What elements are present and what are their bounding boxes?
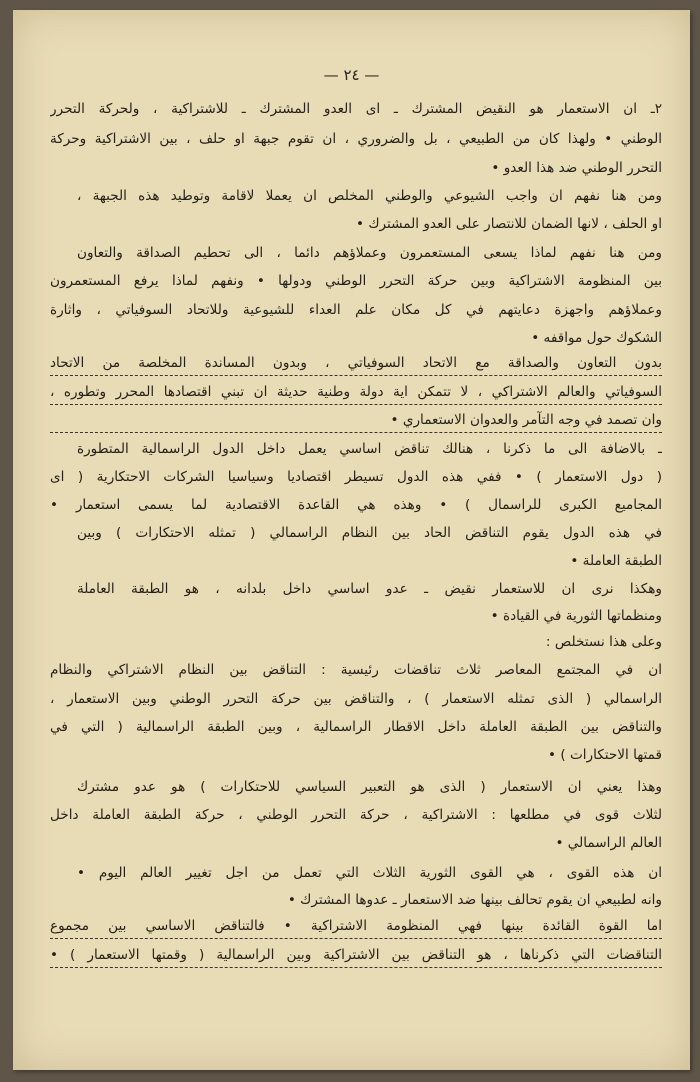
text-line-4: ومن هنا نفهم ان واجب الشيوعي والوطني المخلص ان يعملا لاقامة وتوطيد هذه الجبهة ، [77, 188, 662, 204]
text-line-23: والتناقض بين الطبقة العاملة داخل الاقطار الراسمالية ، وبين الطبقة الراسمالية ( التي في [50, 719, 662, 735]
text-line-28: ان هذه القوى ، هي القوى الثورية الثلاث التي تعمل من اجل تغيير العالم اليوم • [77, 865, 662, 881]
text-line-3: التحرر الوطني ضد هذا العدو • [491, 160, 662, 176]
text-line-21: ان في المجتمع المعاصر ثلاث تناقضات رئيسية : التناقض بين النظام الاشتراكي والنظام [50, 662, 662, 678]
text-line-30: اما القوة القائدة بينها فهي المنظومة الاشتراكية • فالتناقض الاساسي بين مجموع [50, 913, 662, 939]
text-line-12: وان تصمد في وجه التآمر والعدوان الاستعماري • [50, 407, 662, 433]
text-line-7: بين المنظومة الاشتراكية وبين حركة التحرر الوطني ودولها • ونفهم لماذا يرفع المستعمرون [50, 273, 662, 289]
text-line-6: ومن هنا نفهم لماذا يسعى المستعمرون وعملاؤهم دائما ، الى تحطيم الصداقة والتعاون [77, 245, 662, 261]
text-line-17: الطبقة العاملة • [570, 553, 662, 569]
text-line-29: وانه لطبيعي ان يقوم تحالف بينها ضد الاستعمار ـ عدوها المشترك • [287, 892, 662, 908]
text-line-14: ( دول الاستعمار ) • ففي هذه الدول تسيطر اقتصاديا وسياسيا الشركات الاحتكارية ( اى [50, 469, 662, 485]
text-line-9: الشكوك حول مواقفه • [531, 330, 662, 346]
text-line-8: وعملاؤهم واجهزة دعايتهم في كل مكان علم العداء للشيوعية وللاتحاد السوفياتي ، واثارة [50, 302, 662, 318]
body-text [13, 10, 690, 1070]
text-line-20: وعلى هذا نستخلص : [545, 634, 662, 650]
text-line-15: المجاميع الكبرى للراسمال ) • وهذه هي القاعدة الاقتصادية لما يسمى استعمار • [50, 497, 662, 513]
text-line-18: وهكذا نرى ان للاستعمار نقيض ـ عدو اساسي داخل بلدانه ، هو الطبقة العاملة [77, 581, 662, 597]
text-line-16: في هذه الدول يقوم التناقض الحاد بين النظام الراسمالي ( تمثله الاحتكارات ) وبين [77, 525, 662, 541]
text-line-24: قمتها الاحتكارات ) • [548, 747, 662, 763]
text-line-2: الوطني • ولهذا كان من الطبيعي ، بل والضروري ، ان تقوم جبهة او حلف ، بين الاشتراكية وحركة [50, 131, 662, 147]
text-line-22: الراسمالي ( الذى تمثله الاستعمار ) ، والتناقض بين حركة التحرر الوطني وبين الاستعمار ، [50, 691, 662, 707]
text-line-26: لثلاث قوى في مطلعها : الاشتراكية ، حركة التحرر الوطني ، حركة الطبقة العاملة داخل [50, 807, 662, 823]
text-line-27: العالم الراسمالي • [555, 835, 662, 851]
text-line-11: السوفياتي والعالم الاشتراكي ، لا تتمكن اية دولة وطنية حديثة ان تبني اقتصادها المحرر وتطوره ، [50, 379, 662, 405]
text-line-5: او الحلف ، لانها الضمان للانتصار على العدو المشترك • [356, 216, 662, 232]
page-number: — ٢٤ — [323, 66, 380, 84]
text-line-1: ٢ـ ان الاستعمار هو النقيض المشترك ـ اى العدو المشترك ـ للاشتراكية ، ولحركة التحرر [50, 101, 662, 117]
text-line-31: التناقضات التي ذكرناها ، هو التناقض بين الاشتراكية وبين الراسمالية ( وقمتها الاستعمار ) • [50, 942, 662, 968]
text-line-19: ومنظماتها الثورية في القيادة • [490, 608, 662, 624]
text-line-10: بدون التعاون والصداقة مع الاتحاد السوفياتي ، وبدون المساندة المخلصة من الاتحاد [50, 350, 662, 376]
document-page [13, 10, 690, 1070]
text-line-25: وهذا يعني ان الاستعمار ( الذى هو التعبير السياسي للاحتكارات ) هو عدو مشترك [77, 779, 662, 795]
text-line-13: ـ بالاضافة الى ما ذكرنا ، هنالك تناقض اساسي يعمل داخل الدول الراسمالية المتطورة [77, 441, 662, 457]
